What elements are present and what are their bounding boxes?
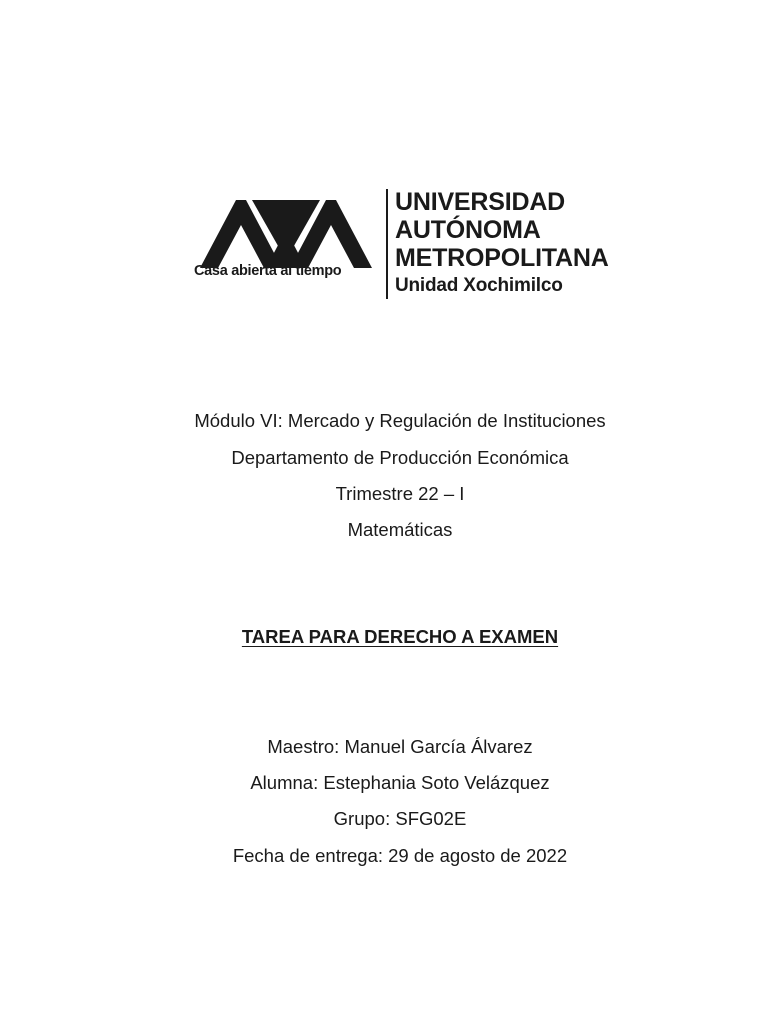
uam-logo-mark-icon xyxy=(200,200,372,268)
logo-divider xyxy=(386,189,388,299)
university-logo xyxy=(190,183,620,305)
subject-line: Matemáticas xyxy=(347,519,453,540)
logo-name-line-4: Unidad Xochimilco xyxy=(395,275,563,296)
teacher-line: Maestro: Manuel García Álvarez xyxy=(267,736,533,757)
logo-tagline: Casa abierta al tiempo xyxy=(194,263,342,279)
logo-name-line-2: AUTÓNOMA xyxy=(395,216,541,244)
due-date-line: Fecha de entrega: 29 de agosto de 2022 xyxy=(232,845,568,866)
logo-name-line-3: METROPOLITANA xyxy=(395,244,609,272)
term-line: Trimestre 22 – I xyxy=(335,483,465,504)
document-title: TAREA PARA DERECHO A EXAMEN xyxy=(241,626,559,647)
module-line: Módulo VI: Mercado y Regulación de Instituciones xyxy=(194,410,606,431)
department-line: Departamento de Producción Económica xyxy=(231,447,569,468)
group-line: Grupo: SFG02E xyxy=(333,808,467,829)
logo-name-line-1: UNIVERSIDAD xyxy=(395,188,566,216)
student-line: Alumna: Estephania Soto Velázquez xyxy=(250,772,550,793)
